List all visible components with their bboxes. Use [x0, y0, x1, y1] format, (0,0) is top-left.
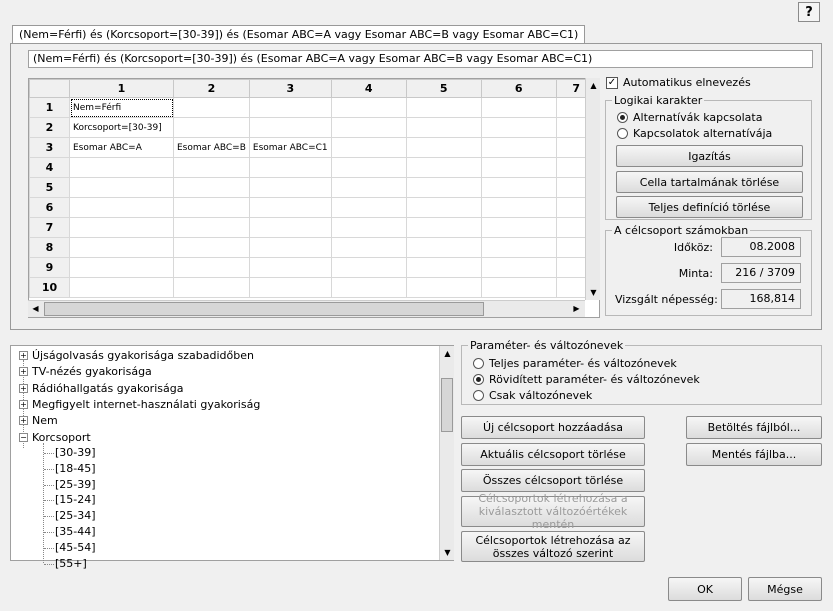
grid-row-header[interactable]: 2 — [30, 118, 70, 138]
grid-cell[interactable] — [174, 118, 250, 138]
grid-cell[interactable] — [331, 98, 406, 118]
grid-cell[interactable] — [174, 158, 250, 178]
grid-cell[interactable] — [174, 278, 250, 298]
tree-child-item[interactable]: [25-34] — [55, 509, 96, 523]
tree-child-item[interactable]: [15-24] — [55, 493, 96, 507]
grid-cell[interactable] — [331, 178, 406, 198]
grid-row — [30, 278, 597, 298]
grid-cell[interactable] — [70, 278, 174, 298]
grid-column-header[interactable]: 5 — [406, 80, 481, 98]
radio-full-names-label: Teljes paraméter- és változónevek — [489, 357, 677, 370]
definition-field: (Nem=Férfi) és (Korcsoport=[30-39]) és (Esomar ABC=A vagy Esomar ABC=B vagy Esomar ABC=C1) — [28, 50, 813, 68]
grid-cell[interactable] — [249, 218, 331, 238]
population-value: 168,814 — [721, 289, 801, 309]
scroll-up-icon[interactable]: ▲ — [444, 349, 451, 358]
scroll-down-icon[interactable]: ▼ — [444, 548, 451, 557]
help-button[interactable]: ? — [798, 2, 820, 22]
names-title: Paraméter- és változónevek — [470, 339, 624, 352]
grid-cell[interactable] — [70, 198, 174, 218]
sample-label: Minta: — [678, 267, 713, 280]
tree-child-item[interactable]: [55+] — [55, 556, 87, 570]
auto-naming-label: Automatikus elnevezés — [623, 76, 751, 89]
grid-row-header[interactable]: 6 — [30, 198, 70, 218]
grid-row-header[interactable]: 3 — [30, 138, 70, 158]
target-numbers-title: A célcsoport számokban — [614, 224, 749, 237]
auto-naming-checkbox[interactable] — [606, 76, 751, 89]
variable-tree[interactable] — [10, 345, 454, 570]
grid-column-header[interactable]: 3 — [249, 80, 331, 98]
grid-cell[interactable]: Esomar ABC=C1 — [249, 138, 331, 158]
tree-child-item[interactable]: [35-44] — [55, 525, 96, 538]
radio-icon — [473, 390, 484, 401]
logic-title: Logikai karakter — [614, 94, 703, 107]
grid-cell[interactable] — [249, 158, 331, 178]
radio-alternatives-label: Alternatívák kapcsolata — [633, 111, 763, 124]
grid-cell[interactable] — [406, 218, 481, 238]
cancel-button[interactable]: Mégse — [748, 577, 822, 601]
grid-cell[interactable] — [174, 198, 250, 218]
grid-column-header[interactable]: 1 — [70, 80, 174, 98]
grid-cell[interactable]: Nem=Férfi — [70, 98, 174, 118]
grid-cell[interactable] — [481, 98, 556, 118]
grid-cell[interactable] — [174, 178, 250, 198]
grid-cell[interactable] — [70, 178, 174, 198]
grid-cell[interactable] — [331, 138, 406, 158]
scroll-right-icon[interactable]: ▶ — [573, 304, 580, 313]
expand-icon[interactable]: + — [20, 367, 27, 377]
grid-row — [30, 238, 597, 258]
tree-scroll-thumb[interactable] — [441, 378, 453, 432]
grid-cell[interactable]: Esomar ABC=A — [70, 138, 174, 158]
delete-all-button[interactable]: Összes célcsoport törlése — [461, 469, 645, 492]
tree-item-label: Újságolvasás gyakorisága szabadidőben — [32, 349, 254, 362]
grid-cell[interactable] — [249, 98, 331, 118]
grid-cell[interactable] — [406, 98, 481, 118]
tree-item[interactable] — [19, 365, 152, 378]
radio-variable-names[interactable] — [473, 389, 592, 402]
tree-item-label: TV-nézés gyakorisága — [32, 365, 152, 379]
grid-row — [30, 198, 597, 218]
create-all-button[interactable]: Célcsoportok létrehozása az összes változó szerint — [461, 531, 645, 562]
grid-row — [30, 158, 597, 178]
grid-column-header[interactable]: 2 — [174, 80, 250, 98]
scroll-up-icon[interactable]: ▲ — [590, 81, 597, 90]
grid-row-header[interactable]: 4 — [30, 158, 70, 178]
grid-cell[interactable] — [406, 238, 481, 258]
sample-value: 216 / 3709 — [721, 263, 801, 283]
grid-cell[interactable] — [249, 198, 331, 218]
period-label: Időköz: — [673, 241, 713, 254]
radio-full-names[interactable] — [473, 357, 677, 370]
grid-cell[interactable] — [406, 278, 481, 298]
radio-icon — [617, 128, 628, 139]
grid-cell[interactable] — [481, 158, 556, 178]
grid-cell[interactable] — [481, 138, 556, 158]
tree-item-label: Rádióhallgatás gyakorisága — [32, 381, 184, 395]
grid-row-header[interactable]: 1 — [30, 98, 70, 118]
grid-cell[interactable] — [331, 118, 406, 138]
grid-cell[interactable] — [70, 158, 174, 178]
tree-item-label: Korcsoport — [32, 430, 91, 444]
grid-cell[interactable] — [331, 258, 406, 278]
radio-variable-names-label: Csak változónevek — [489, 389, 593, 402]
radio-icon — [617, 112, 628, 123]
grid-cell[interactable] — [481, 198, 556, 218]
grid-row — [30, 218, 597, 238]
save-file-button[interactable]: Mentés fájlba... — [686, 443, 822, 466]
grid-cell[interactable] — [249, 118, 331, 138]
tree-child-item[interactable]: [30-39] — [55, 446, 96, 459]
tree-child-item[interactable]: [25-39] — [55, 477, 96, 491]
grid-cell[interactable] — [406, 178, 481, 198]
grid-cell[interactable] — [331, 158, 406, 178]
expand-icon[interactable]: + — [20, 399, 27, 409]
grid-row — [30, 98, 597, 118]
grid-cell[interactable] — [70, 238, 174, 258]
clear-cell-button[interactable]: Cella tartalmának törlése — [616, 171, 803, 193]
grid-cell[interactable] — [174, 218, 250, 238]
grid-horizontal-scrollbar[interactable] — [28, 300, 585, 317]
grid-row — [30, 118, 597, 138]
tree-item[interactable] — [19, 431, 91, 444]
grid-cell[interactable] — [406, 158, 481, 178]
tree-item[interactable] — [19, 382, 183, 395]
grid-vertical-scrollbar[interactable] — [585, 78, 600, 300]
grid-cell[interactable] — [249, 238, 331, 258]
grid-row — [30, 258, 597, 278]
grid-cell[interactable] — [406, 138, 481, 158]
scroll-down-icon[interactable]: ▼ — [590, 288, 597, 297]
grid-cell[interactable] — [70, 218, 174, 238]
grid-column-header[interactable]: 7 — [556, 80, 596, 98]
delete-current-button[interactable]: Aktuális célcsoport törlése — [461, 443, 645, 466]
grid-cell[interactable] — [249, 178, 331, 198]
grid-cell[interactable] — [331, 278, 406, 298]
grid-cell[interactable] — [406, 198, 481, 218]
grid-cell[interactable] — [406, 118, 481, 138]
radio-icon — [473, 358, 484, 369]
grid-cell[interactable] — [331, 238, 406, 258]
tree-item-label: Nem — [32, 414, 58, 428]
tree-item[interactable] — [19, 349, 254, 362]
grid-column-header[interactable]: 6 — [481, 80, 556, 98]
tree-scrollbar[interactable] — [439, 346, 454, 560]
grid-cell[interactable] — [249, 258, 331, 278]
grid-row-header[interactable]: 5 — [30, 178, 70, 198]
checkbox-icon: ✓ — [607, 76, 617, 88]
population-label: Vizsgált népesség: — [615, 293, 718, 306]
grid-cell[interactable] — [331, 198, 406, 218]
definition-grid — [28, 78, 600, 318]
grid-row-header[interactable]: 7 — [30, 218, 70, 238]
tab-target-group[interactable]: (Nem=Férfi) és (Korcsoport=[30-39]) és (Esomar ABC=A vagy Esomar ABC=B vagy Esomar ABC=C1) — [12, 25, 585, 44]
grid-cell[interactable]: Esomar ABC=B — [174, 138, 250, 158]
create-selected-button[interactable]: Célcsoportok létrehozása a kiválasztott változóértékek mentén — [461, 496, 645, 527]
radio-short-names-label: Rövidített paraméter- és változónevek — [489, 373, 700, 386]
grid-cell[interactable] — [174, 258, 250, 278]
grid-cell[interactable] — [481, 278, 556, 298]
grid-cell[interactable] — [174, 238, 250, 258]
tree-child-item[interactable]: [18-45] — [55, 461, 96, 475]
tree-item[interactable] — [19, 414, 58, 427]
grid-cell[interactable] — [406, 258, 481, 278]
grid-cell[interactable] — [481, 178, 556, 198]
expand-icon[interactable]: + — [20, 351, 27, 360]
add-target-group-button[interactable]: Új célcsoport hozzáadása — [461, 416, 645, 439]
grid-row-header[interactable]: 8 — [30, 238, 70, 258]
grid-cell[interactable] — [70, 258, 174, 278]
grid-cell[interactable] — [481, 258, 556, 278]
grid-cell[interactable]: Korcsoport=[30-39] — [70, 118, 174, 138]
align-button[interactable]: Igazítás — [616, 145, 803, 167]
expand-icon[interactable]: + — [20, 383, 27, 393]
grid-row — [30, 138, 597, 158]
grid-cell[interactable] — [174, 98, 250, 118]
ok-button[interactable]: OK — [668, 577, 742, 601]
grid-row-header[interactable]: 9 — [30, 258, 70, 278]
radio-icon — [473, 374, 484, 385]
radio-alternatives[interactable] — [617, 111, 762, 124]
radio-connections[interactable] — [617, 127, 772, 140]
tree-item-label: Megfigyelt internet-használati gyakoriság — [32, 397, 261, 411]
period-value: 08.2008 — [721, 237, 801, 257]
tree-item[interactable] — [19, 398, 260, 411]
collapse-icon[interactable]: − — [20, 432, 27, 442]
grid-cell[interactable] — [481, 118, 556, 138]
tree-child-item[interactable]: [45-54] — [55, 540, 96, 554]
grid-column-header[interactable]: 4 — [331, 80, 406, 98]
scroll-thumb[interactable] — [44, 302, 484, 316]
grid-cell[interactable] — [481, 238, 556, 258]
grid-corner — [30, 80, 70, 98]
grid-cell[interactable] — [481, 218, 556, 238]
radio-short-names[interactable] — [473, 373, 700, 386]
radio-connections-label: Kapcsolatok alternatívája — [633, 127, 773, 140]
grid-row-header[interactable]: 10 — [30, 278, 70, 298]
grid-cell[interactable] — [331, 218, 406, 238]
scroll-left-icon[interactable]: ◀ — [32, 304, 39, 313]
grid-row — [30, 178, 597, 198]
grid-cell[interactable] — [249, 278, 331, 298]
clear-definition-button[interactable]: Teljes definíció törlése — [616, 196, 803, 218]
load-file-button[interactable]: Betöltés fájlból... — [686, 416, 822, 439]
expand-icon[interactable]: + — [20, 416, 27, 426]
